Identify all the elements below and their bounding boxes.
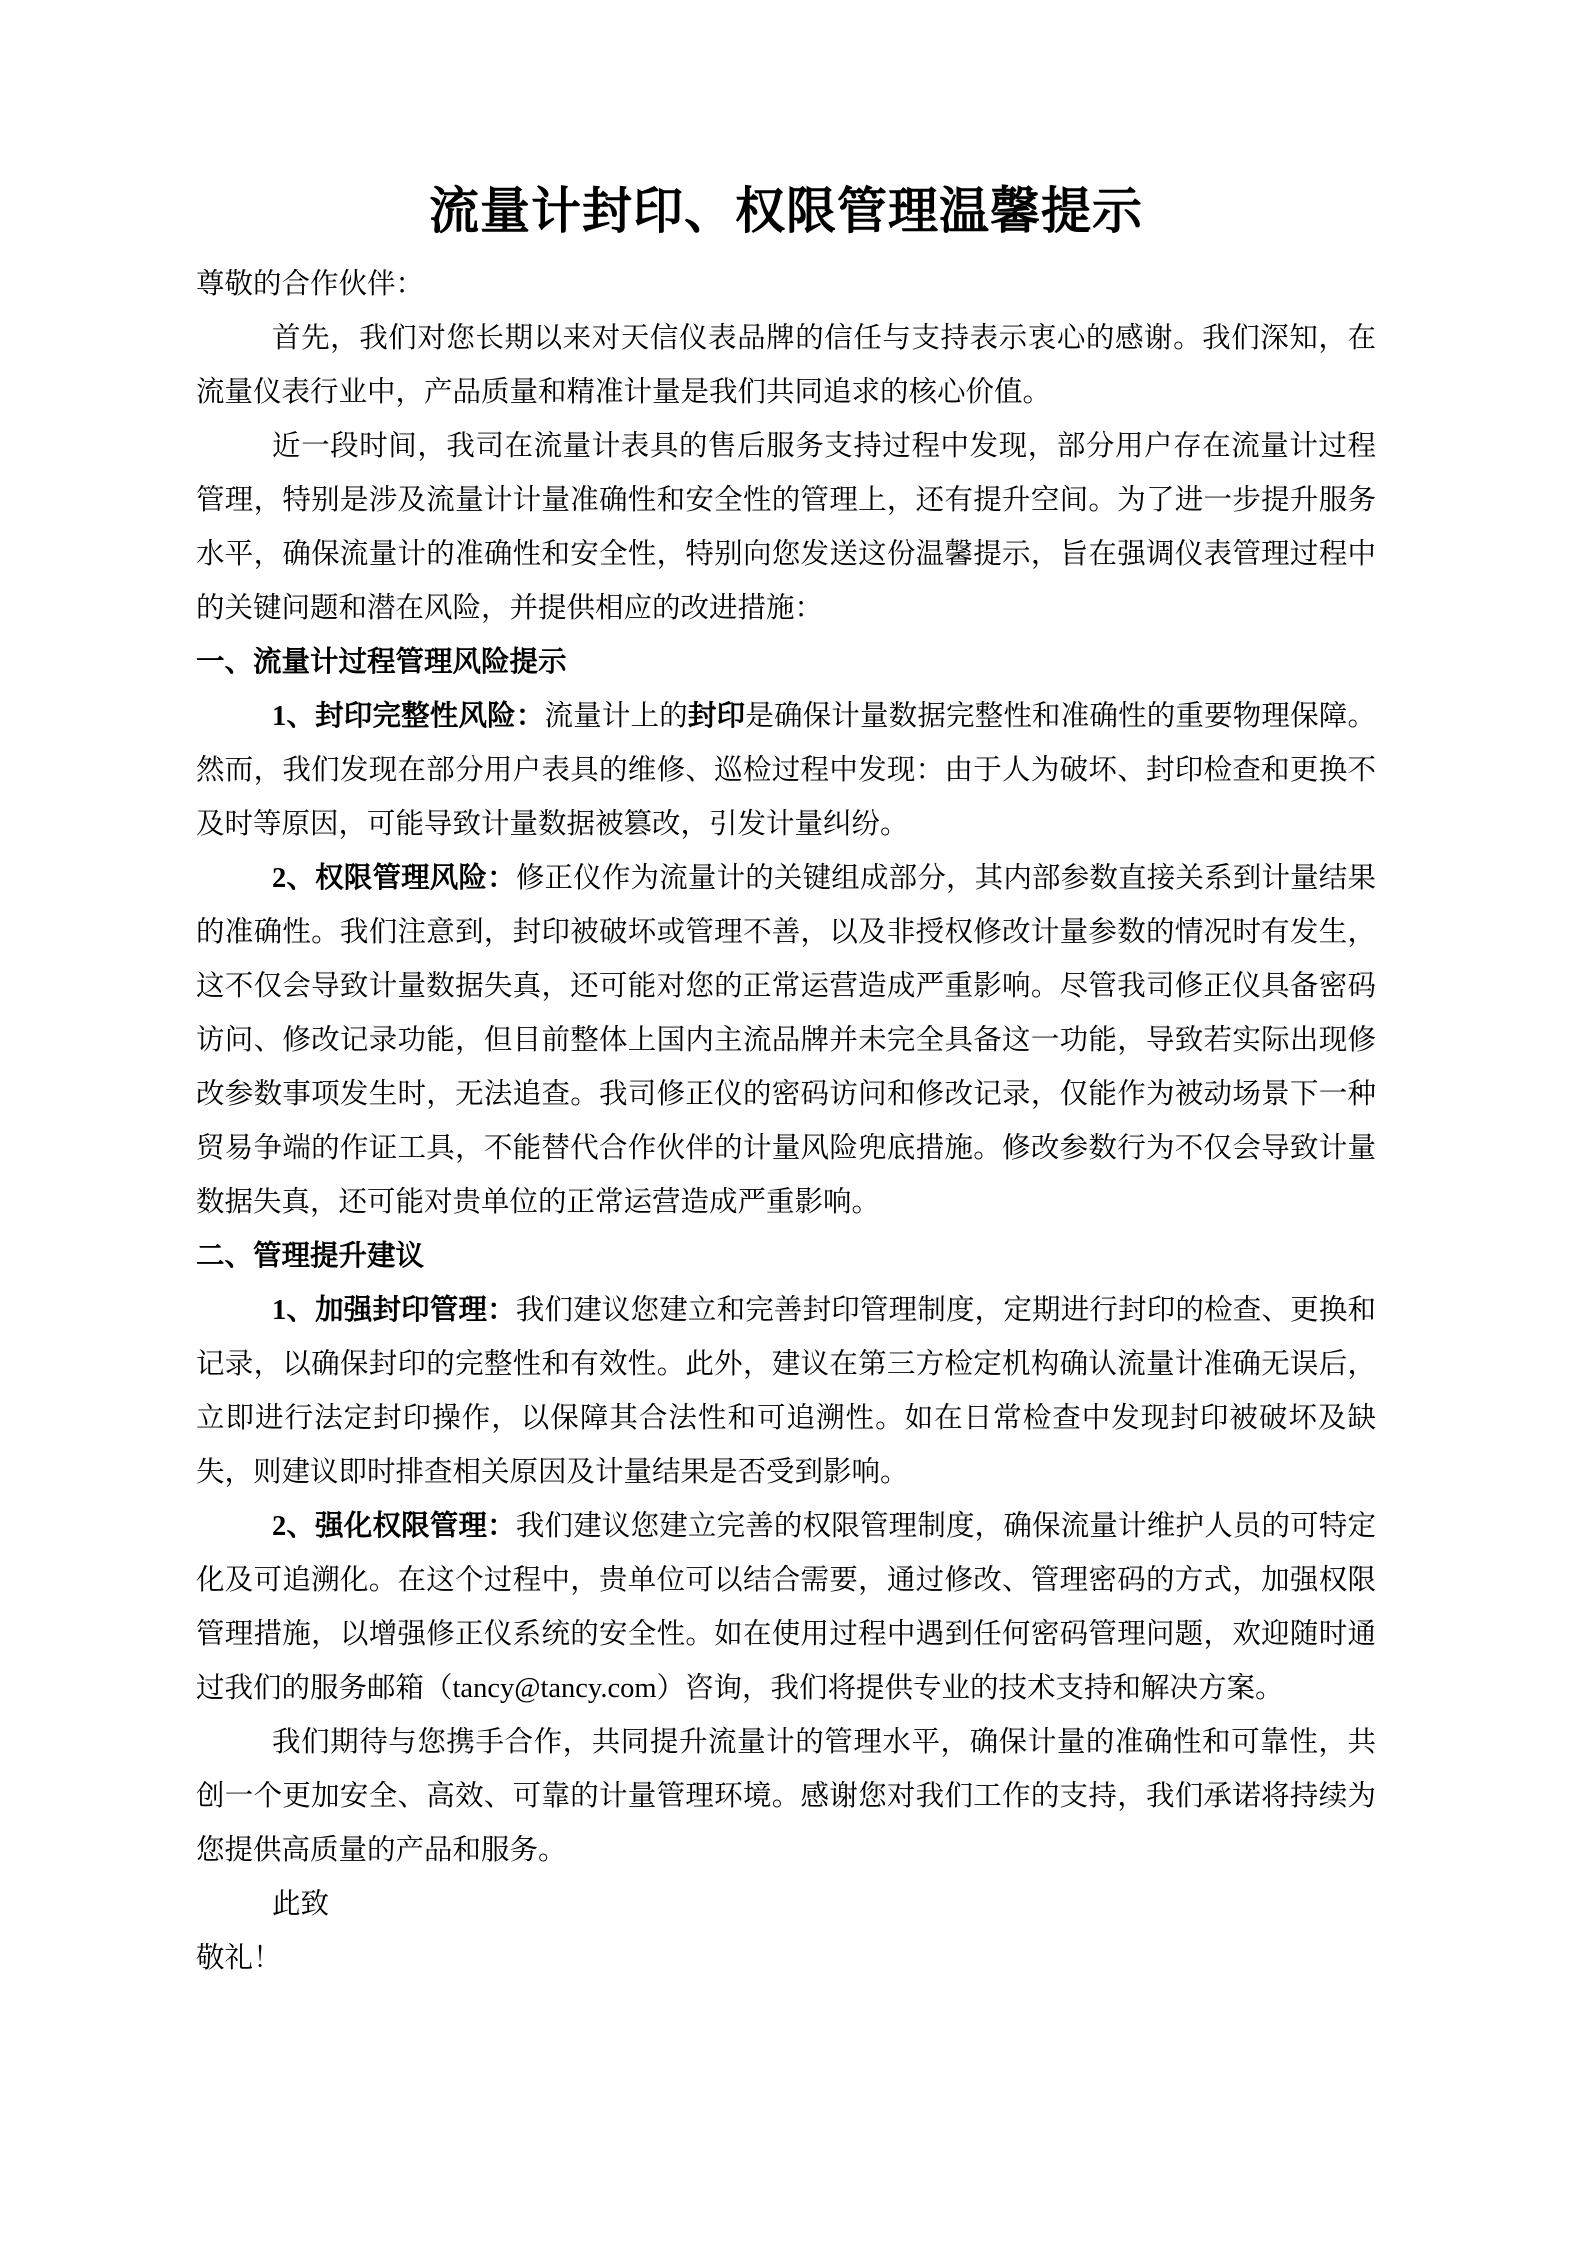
text-run: 近一段时间，我司在流量计表具的售后服务支持过程中发现，部分用户存在流量计过程管理，特别是涉及流量计计量准确性和安全性的管理上，还有提升空间。为了进一步提升服务水平，确保流量计的准确性和安全性，特别向您发送这份温馨提示，旨在强调仪表管理过程中的关键问题和潜在风险，并提供相应的改进措施：: [196, 431, 1376, 624]
document-title: 流量计封印、权限管理温馨提示: [429, 183, 1143, 239]
text-run-bold: 一、流量计过程管理风险提示: [196, 647, 567, 678]
paragraph: [196, 1878, 1376, 1932]
section-heading: [196, 1230, 1376, 1284]
document-body: [196, 258, 1376, 1986]
paragraph: [196, 258, 1376, 312]
text-run-bold: 二、管理提升建议: [196, 1241, 425, 1272]
text-run-bold: 1、封印完整性风险：: [272, 701, 545, 732]
paragraph: [196, 852, 1376, 1230]
text-run: 我们建议您建立和完善封印管理制度，定期进行封印的检查、更换和记录，以确保封印的完整性和有效性。此外，建议在第三方检定机构确认流量计准确无误后，立即进行法定封印操作，以保障其合法性和可追溯性。如在日常检查中发现封印被破坏及缺失，则建议即时排查相关原因及计量结果是否受到影响。: [196, 1295, 1376, 1488]
text-run: 首先，我们对您长期以来对天信仪表品牌的信任与支持表示衷心的感谢。我们深知，在流量仪表行业中，产品质量和精准计量是我们共同追求的核心价值。: [196, 323, 1376, 408]
section-heading: [196, 636, 1376, 690]
paragraph: [196, 690, 1376, 852]
paragraph: [196, 1500, 1376, 1716]
paragraph: [196, 312, 1376, 420]
paragraph: [196, 1716, 1376, 1878]
text-run: 我们期待与您携手合作，共同提升流量计的管理水平，确保计量的准确性和可靠性，共创一个更加安全、高效、可靠的计量管理环境。感谢您对我们工作的支持，我们承诺将持续为您提供高质量的产品和服务。: [196, 1727, 1376, 1866]
text-run-bold: 1、加强封印管理：: [272, 1295, 516, 1326]
text-run: 我们建议您建立完善的权限管理制度，确保流量计维护人员的可特定化及可追溯化。在这个过程中，贵单位可以结合需要，通过修改、管理密码的方式，加强权限管理措施，以增强修正仪系统的安全性。如在使用过程中遇到任何密码管理问题，欢迎随时通过我们的服务邮箱（tancy@tancy.com）咨询，我们将提供专业的技术支持和解决方案。: [196, 1511, 1376, 1704]
paragraph: [196, 1932, 1376, 1986]
paragraph: [196, 420, 1376, 636]
text-run-bold: 封印: [687, 701, 746, 732]
text-run: 修正仪作为流量计的关键组成部分，其内部参数直接关系到计量结果的准确性。我们注意到，封印被破坏或管理不善，以及非授权修改计量参数的情况时有发生，这不仅会导致计量数据失真，还可能对您的正常运营造成严重影响。尽管我司修正仪具备密码访问、修改记录功能，但目前整体上国内主流品牌并未完全具备这一功能，导致若实际出现修改参数事项发生时，无法追查。我司修正仪的密码访问和修改记录，仅能作为被动场景下一种贸易争端的作证工具，不能替代合作伙伴的计量风险兜底措施。修改参数行为不仅会导致计量数据失真，还可能对贵单位的正常运营造成严重影响。: [196, 863, 1376, 1218]
text-run: 是确保计量数据完整性和准确性的重要物理保障。然而，我们发现在部分用户表具的维修、巡检过程中发现：由于人为破坏、封印检查和更换不及时等原因，可能导致计量数据被篡改，引发计量纠纷。: [196, 701, 1376, 840]
text-run-bold: 2、权限管理风险：: [272, 863, 516, 894]
text-run: 此致: [272, 1889, 330, 1920]
text-run: 流量计上的: [544, 701, 688, 732]
text-run-bold: 2、强化权限管理：: [272, 1511, 516, 1542]
paragraph: [196, 1284, 1376, 1500]
text-run: 尊敬的合作伙伴：: [196, 269, 425, 300]
text-run: 敬礼！: [196, 1943, 282, 1974]
